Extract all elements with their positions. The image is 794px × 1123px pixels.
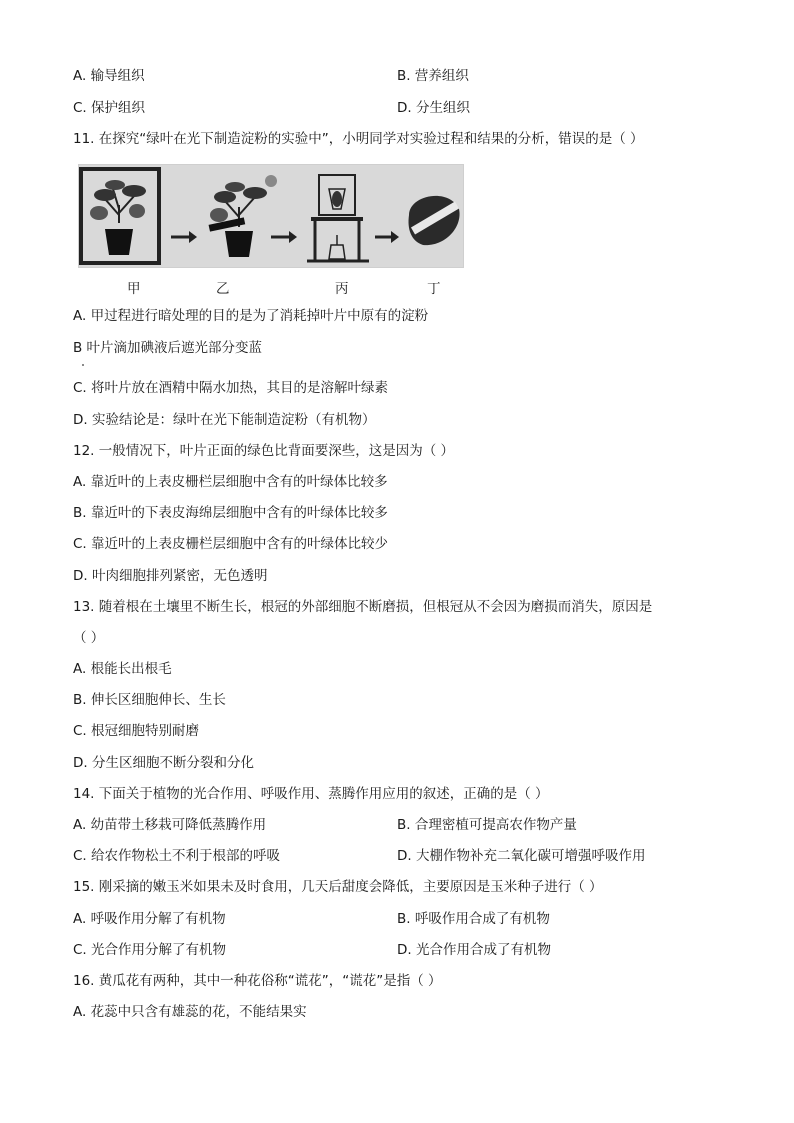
q14-option-c: C. 给农作物松土不利于根部的呼吸 bbox=[73, 848, 281, 864]
figure-label-jia: 甲 bbox=[127, 281, 141, 297]
q10-option-b: B. 营养组织 bbox=[397, 68, 469, 84]
plant-2-icon bbox=[209, 182, 267, 257]
q13-option-a: A. 根能长出根毛 bbox=[73, 661, 172, 677]
experiment-illustration bbox=[79, 165, 463, 267]
q13-option-c: C. 根冠细胞特别耐磨 bbox=[73, 723, 200, 739]
figure-label-ding: 丁 bbox=[427, 281, 441, 297]
q15-option-c: C. 光合作用分解了有机物 bbox=[73, 942, 227, 958]
q11-stem: 11. 在探究“绿叶在光下制造淀粉的实验中”，小明同学对实验过程和结果的分析，错误的是（ ） bbox=[73, 131, 644, 147]
q14-stem: 14. 下面关于植物的光合作用、呼吸作用、蒸腾作用应用的叙述，正确的是（ ） bbox=[73, 786, 549, 802]
q13-stem: 13. 随着根在土壤里不断生长，根冠的外部细胞不断磨损，但根冠从不会因为磨损而消失，原因是 bbox=[73, 599, 653, 615]
q12-option-d: D. 叶肉细胞排列紧密，无色透明 bbox=[73, 568, 268, 584]
q12-option-a: A. 靠近叶的上表皮栅栏层细胞中含有的叶绿体比较多 bbox=[73, 474, 388, 490]
q11-option-b: B 叶片滴加碘液后遮光部分变蓝 bbox=[73, 340, 263, 356]
q13-option-d: D. 分生区细胞不断分裂和分化 bbox=[73, 755, 254, 771]
q11-option-d: D. 实验结论是：绿叶在光下能制造淀粉（有机物） bbox=[73, 412, 376, 428]
q12-option-c: C. 靠近叶的上表皮栅栏层细胞中含有的叶绿体比较少 bbox=[73, 536, 389, 552]
q11-option-a: A. 甲过程进行暗处理的目的是为了消耗掉叶片中原有的淀粉 bbox=[73, 308, 429, 324]
q15-option-a: A. 呼吸作用分解了有机物 bbox=[73, 911, 226, 927]
q15-stem: 15. 刚采摘的嫩玉米如果未及时食用，几天后甜度会降低，主要原因是玉米种子进行（ ） bbox=[73, 879, 603, 895]
arrow-2-icon bbox=[271, 231, 297, 243]
q10-option-a: A. 输导组织 bbox=[73, 68, 145, 84]
q10-option-d: D. 分生组织 bbox=[397, 100, 470, 116]
q14-option-d: D. 大棚作物补充二氧化碳可增强呼吸作用 bbox=[397, 848, 646, 864]
stained-leaf-icon bbox=[409, 196, 460, 245]
q14-option-a: A. 幼苗带土移栽可降低蒸腾作用 bbox=[73, 817, 267, 833]
experiment-figure bbox=[78, 164, 464, 268]
q11-option-c: C. 将叶片放在酒精中隔水加热，其目的是溶解叶绿素 bbox=[73, 380, 389, 396]
figure-label-bing: 丙 bbox=[335, 281, 349, 297]
q16-stem: 16. 黄瓜花有两种，其中一种花俗称“谎花”，“谎花”是指（ ） bbox=[73, 973, 442, 989]
arrow-3-icon bbox=[375, 231, 399, 243]
q10-option-c: C. 保护组织 bbox=[73, 100, 146, 116]
plant-1-icon bbox=[90, 180, 146, 255]
arrow-1-icon bbox=[171, 231, 197, 243]
q14-option-b: B. 合理密植可提高农作物产量 bbox=[397, 817, 577, 833]
sun-icon bbox=[265, 175, 277, 187]
q15-option-d: D. 光合作用合成了有机物 bbox=[397, 942, 551, 958]
q12-option-b: B. 靠近叶的下表皮海绵层细胞中含有的叶绿体比较多 bbox=[73, 505, 388, 521]
figure-label-yi: 乙 bbox=[216, 281, 230, 297]
q13-stem-continued: （ ） bbox=[73, 630, 105, 646]
water-bath-icon bbox=[307, 175, 369, 261]
q12-stem: 12. 一般情况下，叶片正面的绿色比背面要深些，这是因为（ ） bbox=[73, 443, 455, 459]
q15-option-b: B. 呼吸作用合成了有机物 bbox=[397, 911, 550, 927]
q13-option-b: B. 伸长区细胞伸长、生长 bbox=[73, 692, 226, 708]
ink-dot bbox=[82, 364, 84, 366]
q16-option-a: A. 花蕊中只含有雄蕊的花，不能结果实 bbox=[73, 1004, 307, 1020]
